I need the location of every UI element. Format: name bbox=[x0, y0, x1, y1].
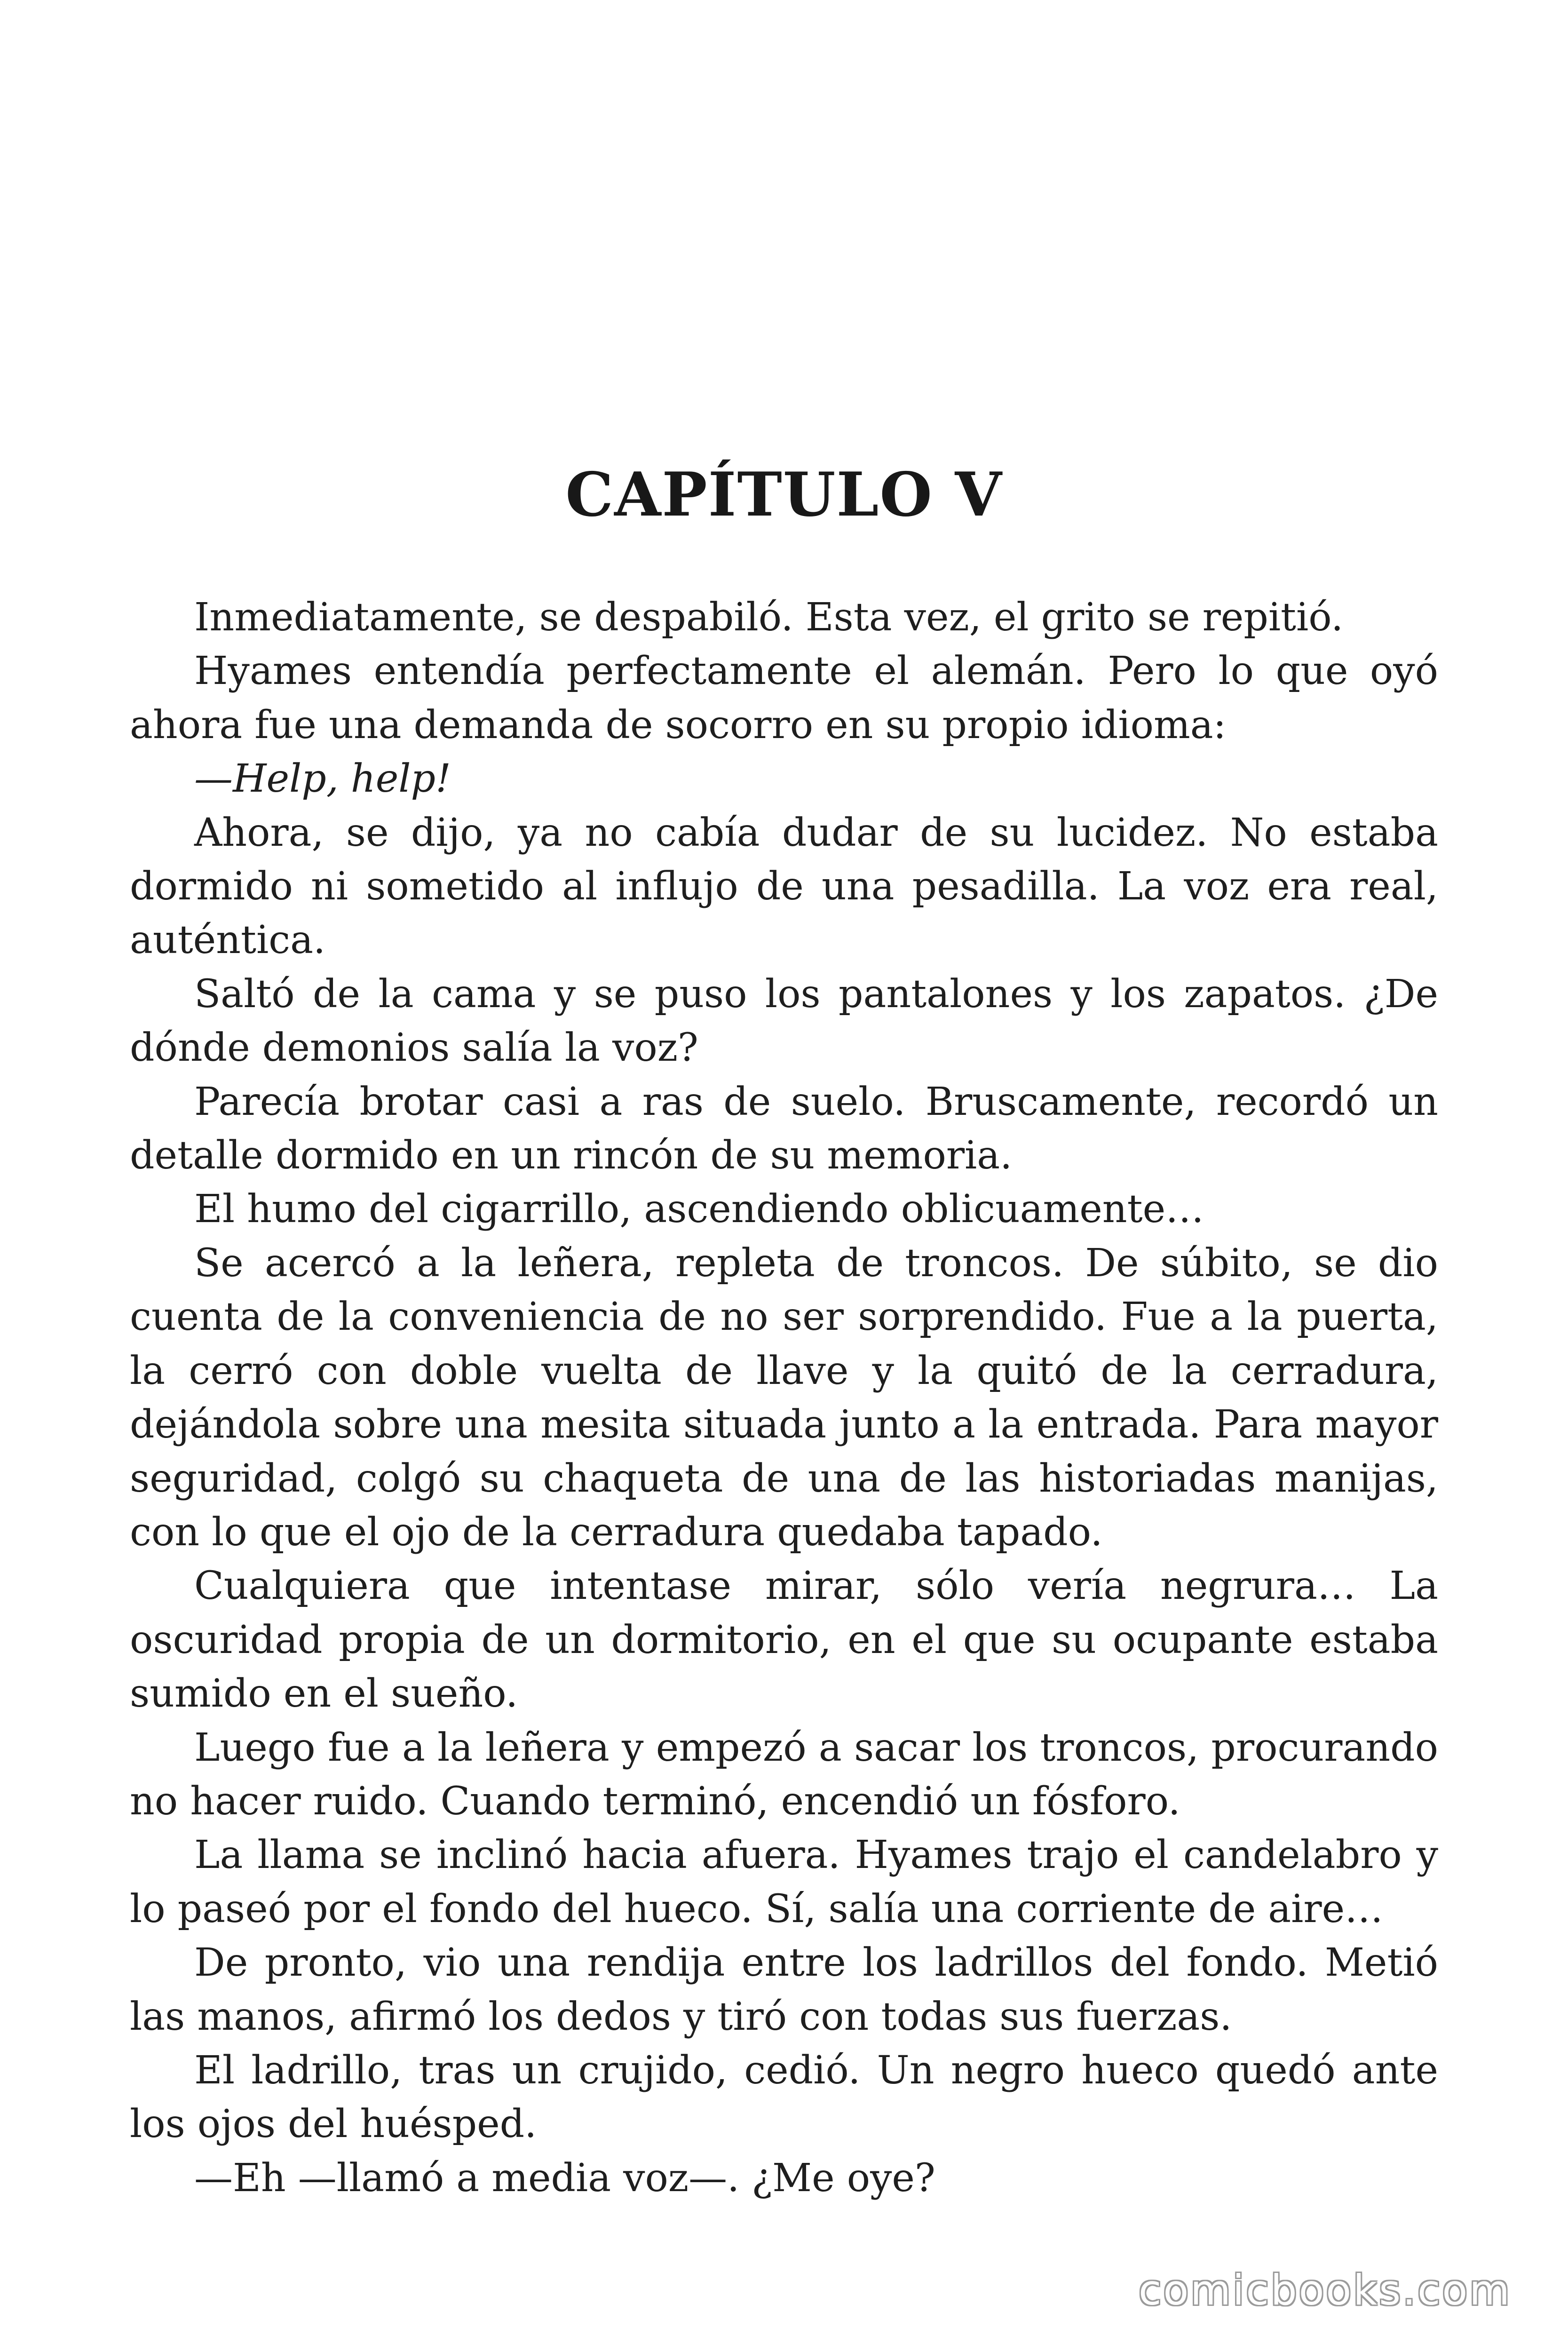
paragraph: Ahora, se dijo, ya no cabía dudar de su lucidez. No estaba dormido ni sometido al influjo de una pesadilla. La voz era real, auténtica. bbox=[130, 810, 1438, 963]
paragraph: Se acercó a la leñera, repleta de troncos. De súbito, se dio cuenta de la conveniencia de no ser sorprendido. Fue a la puerta, la cerró con doble vuelta de llave y la quitó de la cerradura, dejándola sobre una mesita situada junto a la entrada. Para mayor seguridad, colgó su chaqueta de una de las historiadas manijas, con lo que el ojo de la cerradura quedaba tapado. bbox=[130, 1240, 1438, 1555]
paragraph: El ladrillo, tras un crujido, cedió. Un negro hueco quedó ante los ojos del huésped. bbox=[130, 2048, 1438, 2147]
paragraph: Saltó de la cama y se puso los pantalones y los zapatos. ¿De dónde demonios salía la voz? bbox=[130, 971, 1438, 1071]
paragraph: De pronto, vio una rendija entre los ladrillos del fondo. Metió las manos, afirmó los dedos y tiró con todas sus fuerzas. bbox=[130, 1940, 1438, 2039]
chapter-title: CAPÍTULO V bbox=[565, 460, 1003, 530]
paragraph: La llama se inclinó hacia afuera. Hyames trajo el candelabro y lo paseó por el fondo del hueco. Sí, salía una corriente de aire… bbox=[130, 1833, 1438, 1931]
paragraph: Parecía brotar casi a ras de suelo. Bruscamente, recordó un detalle dormido en un rincón de su memoria. bbox=[130, 1079, 1438, 1178]
chapter-body bbox=[130, 591, 1438, 2205]
watermark-logo: comicbooks.com bbox=[1138, 2266, 1512, 2314]
paragraph: Cualquiera que intentase mirar, sólo vería negrura… La oscuridad propia de un dormitorio, en el que su ocupante estaba sumido en el sueño. bbox=[130, 1564, 1438, 1716]
paragraph-dialogue: —Eh —llamó a media voz—. ¿Me oye? bbox=[194, 2155, 935, 2201]
paragraph-dialogue: —Help, help! bbox=[194, 756, 451, 802]
paragraph: Luego fue a la leñera y empezó a sacar los troncos, procurando no hacer ruido. Cuando terminó, encendió un fósforo. bbox=[130, 1725, 1438, 1824]
paragraph: Inmediatamente, se despabiló. Esta vez, el grito se repitió. bbox=[194, 595, 1344, 640]
paragraph: El humo del cigarrillo, ascendiendo oblicuamente… bbox=[194, 1187, 1204, 1232]
paragraph: Hyames entendía perfectamente el alemán. Pero lo que oyó ahora fue una demanda de socorro en su propio idioma: bbox=[130, 649, 1438, 747]
